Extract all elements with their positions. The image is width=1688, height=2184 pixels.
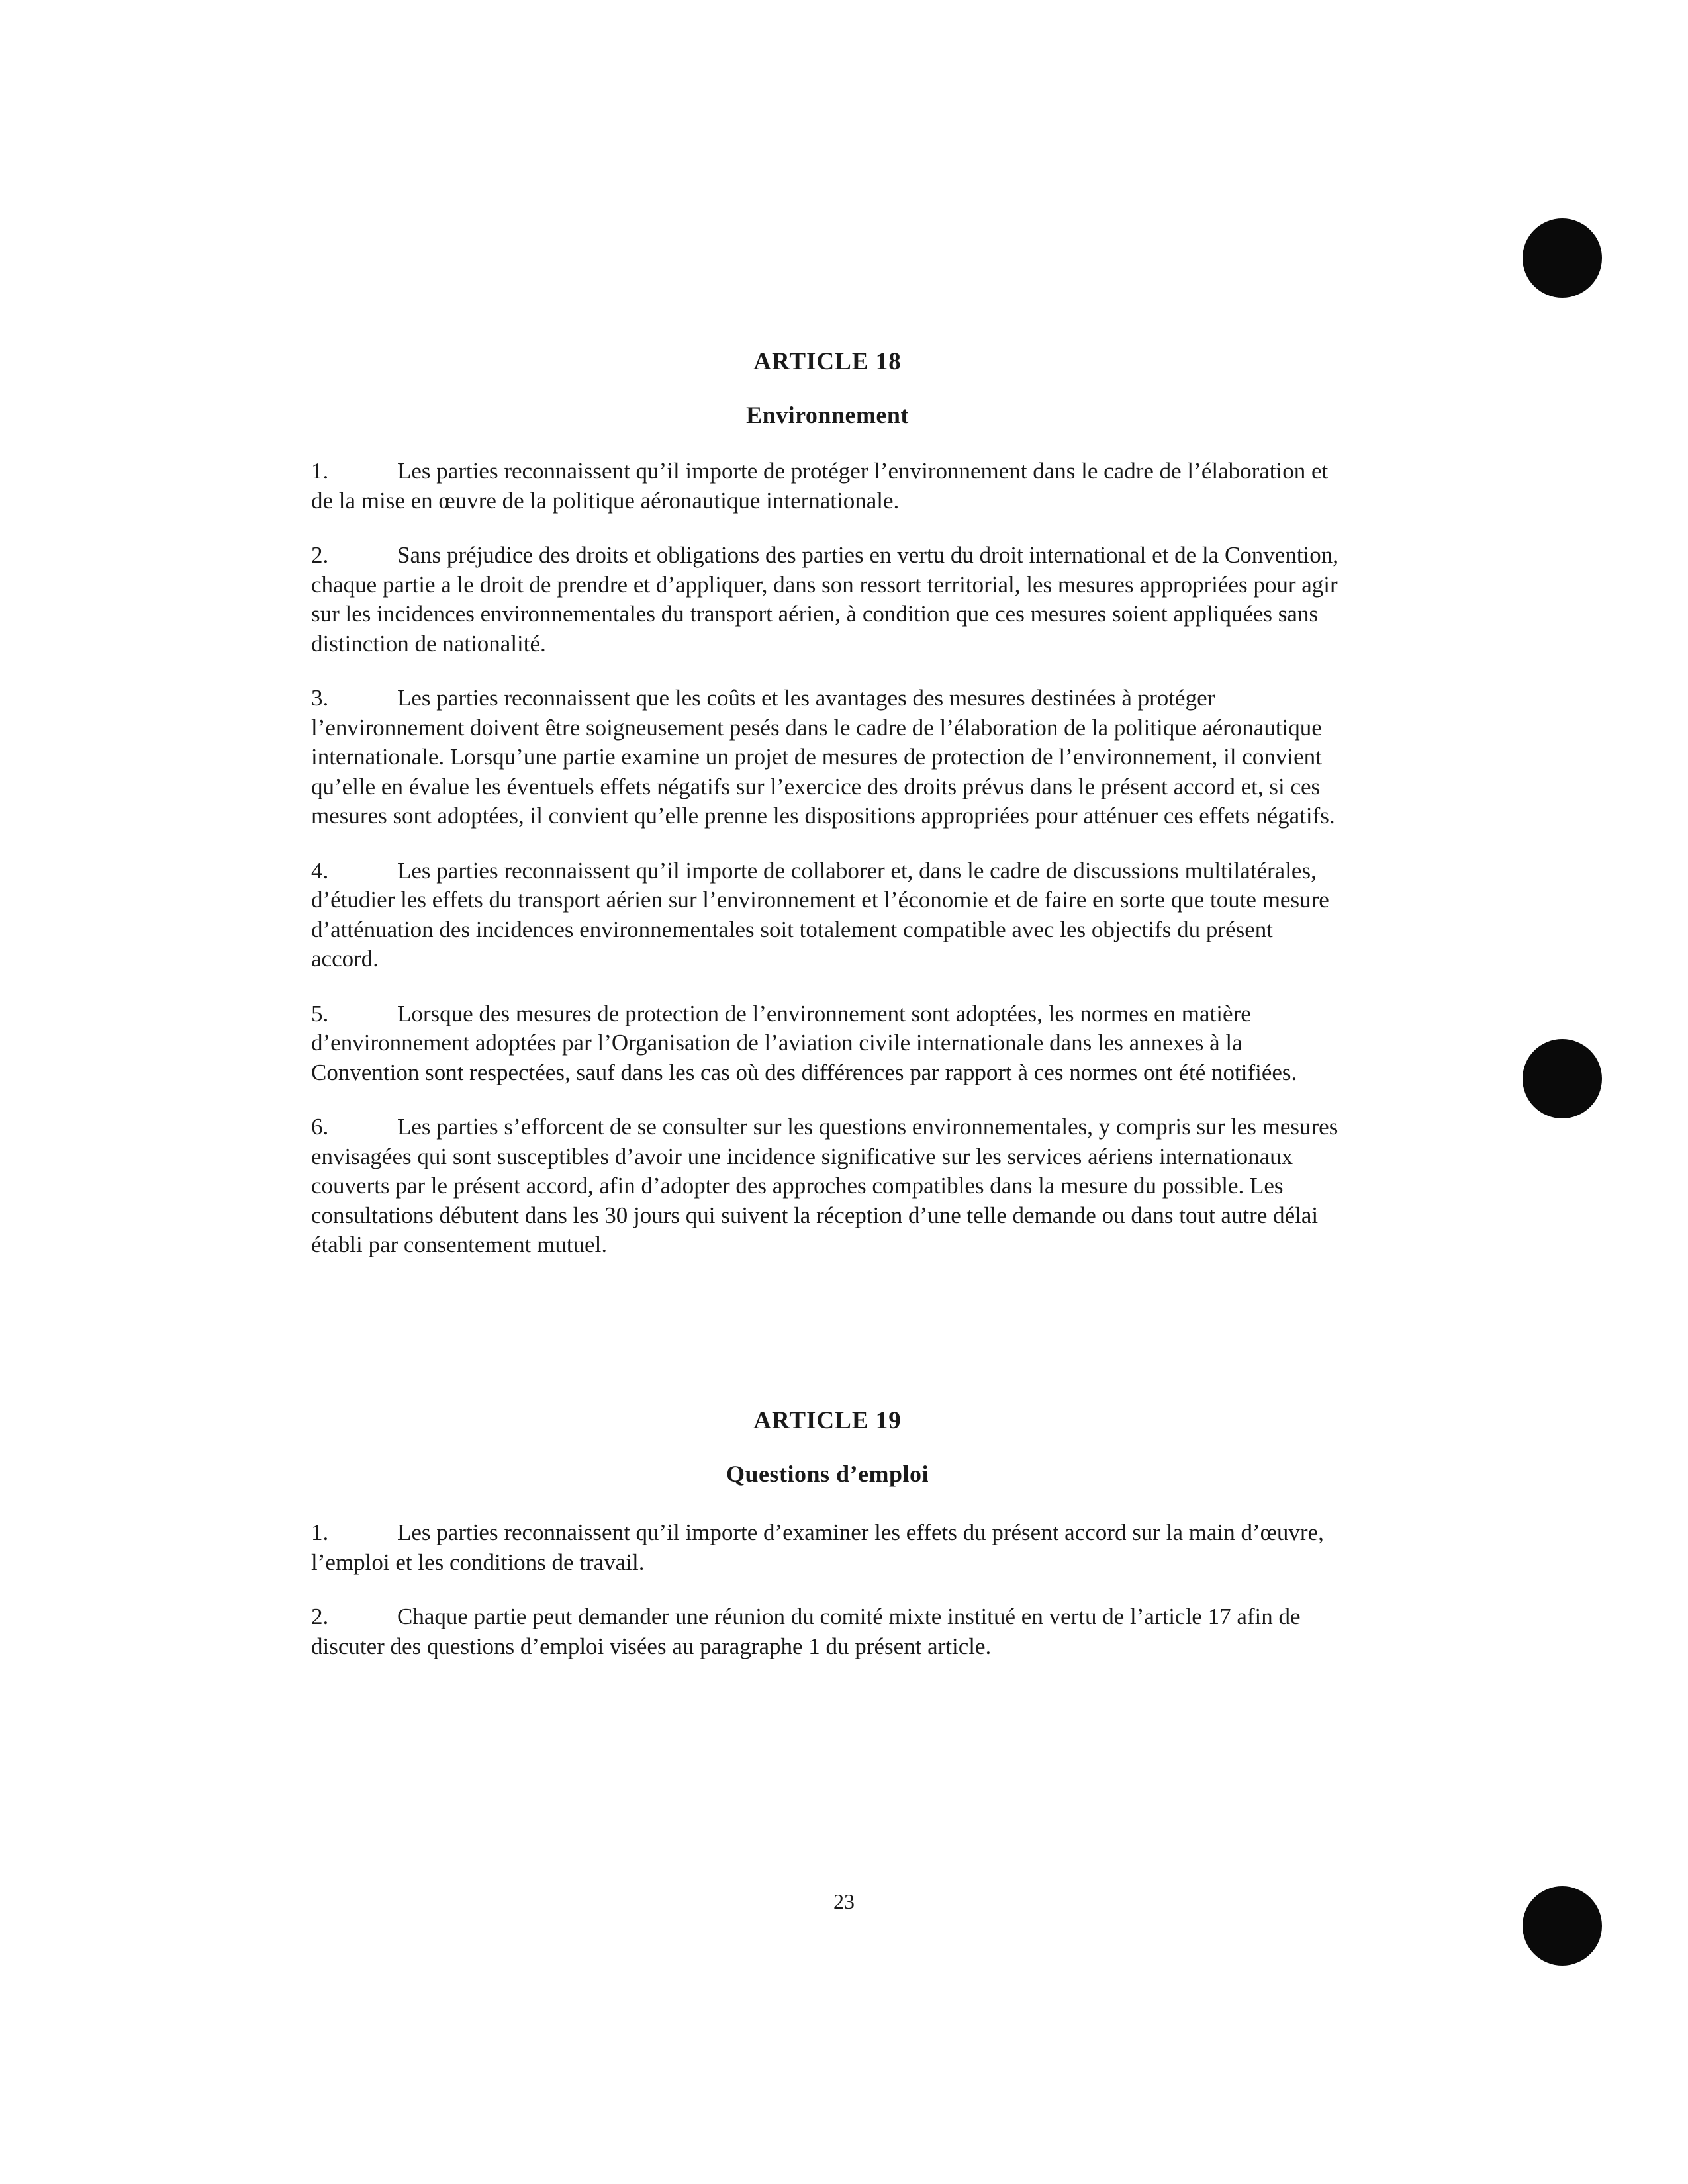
paragraph — [311, 541, 1344, 659]
paragraph-number: 2. — [311, 542, 329, 568]
paragraph-number: 5. — [311, 1000, 329, 1026]
paragraph-text: Les parties s’efforcent de se consulter sur les questions environnementales, y compris sur les mesures envisagées qui sont susceptibles d’avoir une incidence significative sur les services aériens internationaux couverts par le présent accord, afin d’adopter des approches compatibles dans la mesure du possible. Les consultations débutent dans les 30 jours qui suivent la réception d’une telle demande ou dans tout autre délai établi par consentement mutuel. — [311, 1114, 1338, 1257]
paragraph-number: 2. — [311, 1604, 329, 1629]
paragraph — [311, 856, 1344, 974]
paragraph-text: Les parties reconnaissent que les coûts et les avantages des mesures destinées à protéger l’environnement doivent être soigneusement pesés dans le cadre de l’élaboration de la politique aéronautique internationale. Lorsqu’une partie examine un projet de mesures de protection de l’environnement, il convient qu’elle en évalue les éventuels effets négatifs sur l’exercice des droits prévus dans le présent accord et, si ces mesures sont adoptées, il convient qu’elle prenne les dispositions appropriées pour atténuer ces effets négatifs. — [311, 685, 1335, 829]
article-subtitle: Questions d’emploi — [726, 1461, 929, 1487]
article-19 — [311, 1406, 1344, 1661]
punch-hole-middle — [1523, 1039, 1602, 1118]
paragraph-text: Les parties reconnaissent qu’il importe de protéger l’environnement dans le cadre de l’élaboration et de la mise en œuvre de la politique aéronautique internationale. — [311, 458, 1329, 514]
paragraph-text: Chaque partie peut demander une réunion du comité mixte institué en vertu de l’article 17 afin de discuter des questions d’emploi visées au paragraphe 1 du présent article. — [311, 1604, 1301, 1659]
page-number: 23 — [833, 1889, 855, 1913]
paragraph-list — [311, 1518, 1344, 1661]
article-subtitle: Environnement — [746, 402, 909, 428]
punch-hole-top — [1523, 218, 1602, 298]
paragraph — [311, 1602, 1344, 1661]
paragraph-number: 1. — [311, 458, 329, 484]
paragraph — [311, 1113, 1344, 1260]
article-18 — [311, 347, 1344, 1260]
paragraph-number: 3. — [311, 685, 329, 711]
paragraph-number: 6. — [311, 1114, 329, 1140]
article-title: ARTICLE 18 — [753, 348, 902, 375]
paragraph — [311, 457, 1344, 516]
paragraph-text: Les parties reconnaissent qu’il importe d’examiner les effets du présent accord sur la main d’œuvre, l’emploi et les conditions de travail. — [311, 1520, 1324, 1575]
paragraph-text: Sans préjudice des droits et obligations des parties en vertu du droit international et de la Convention, chaque partie a le droit de prendre et d’appliquer, dans son ressort territorial, les mesures appropriées pour agir sur les incidences environnementales du transport aérien, à condition que ces mesures soient appliquées sans distinction de nationalité. — [311, 542, 1339, 657]
paragraph — [311, 684, 1344, 831]
paragraph-list — [311, 457, 1344, 1260]
paragraph-text: Les parties reconnaissent qu’il importe de collaborer et, dans le cadre de discussions multilatérales, d’étudier les effets du transport aérien sur l’environnement et l’économie et de faire en sorte que toute mesure d’atténuation des incidences environnementales soit totalement compatible avec les objectifs du présent accord. — [311, 857, 1329, 972]
paragraph — [311, 1518, 1344, 1577]
article-title: ARTICLE 19 — [753, 1407, 902, 1434]
paragraph-text: Lorsque des mesures de protection de l’environnement sont adoptées, les normes en matière d’environnement adoptées par l’Organisation de l’aviation civile internationale dans les annexes à la Convention sont respectées, sauf dans les cas où des différences par rapport à ces normes ont été notifiées. — [311, 1000, 1297, 1085]
paragraph-number: 1. — [311, 1520, 329, 1545]
paragraph-number: 4. — [311, 857, 329, 884]
paragraph — [311, 999, 1344, 1088]
